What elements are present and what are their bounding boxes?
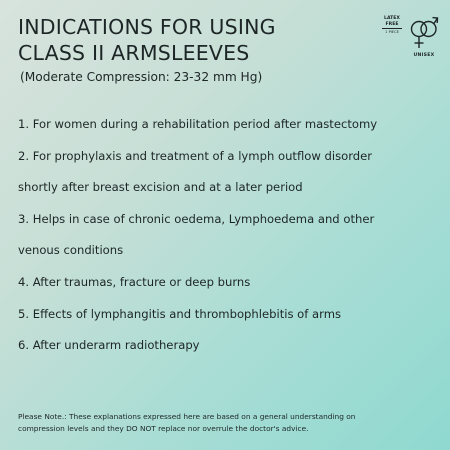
latex-free-badge xyxy=(380,16,404,36)
unisex-label: UNISEX xyxy=(413,53,435,58)
list-item: 4. After traumas, fracture or deep burns xyxy=(18,274,251,289)
latex-badge-divider xyxy=(382,28,402,29)
latex-badge-line-1: LATEX xyxy=(384,16,400,21)
compression-subtitle: (Moderate Compression: 23-32 mm Hg) xyxy=(20,70,263,84)
title-line-1: INDICATIONS FOR USING xyxy=(18,15,276,39)
disclaimer-line-2: compression levels and they DO NOT replace nor overrule the doctor's advice. xyxy=(18,423,309,433)
page-title xyxy=(18,14,358,66)
list-item: shortly after breast excision and at a later period xyxy=(18,180,303,195)
list-item: 2. For prophylaxis and treatment of a lymph outflow disorder xyxy=(18,148,373,163)
latex-badge-line-3: 1 PIECE xyxy=(385,30,399,35)
disclaimer-line-1: Please Note.: These explanations expressed here are based on a general understanding on xyxy=(18,412,356,421)
latex-badge-line-2: FREE xyxy=(385,21,399,27)
list-item: 5. Effects of lymphangitis and thrombophlebitis of arms xyxy=(18,306,342,321)
list-item: 3. Helps in case of chronic oedema, Lymphoedema and other xyxy=(18,211,375,226)
title-line-2: CLASS II ARMSLEEVES xyxy=(18,41,250,65)
male-female-symbol-icon xyxy=(409,14,439,52)
product-badges xyxy=(380,14,442,62)
list-item: 1. For women during a rehabilitation period after mastectomy xyxy=(18,117,378,131)
list-item: venous conditions xyxy=(18,243,124,258)
disclaimer-note xyxy=(18,411,438,434)
indications-list xyxy=(18,109,438,362)
list-item: 6. After underarm radiotherapy xyxy=(18,338,200,353)
